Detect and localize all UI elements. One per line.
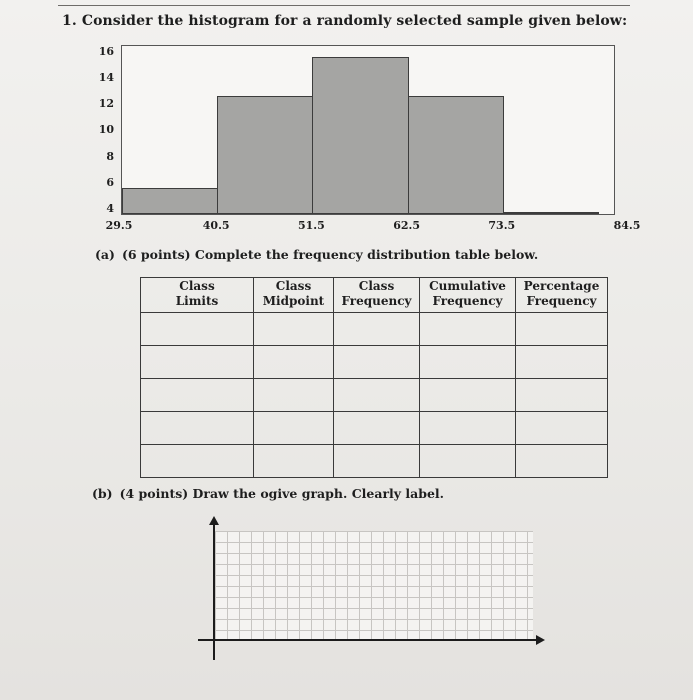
table-cell [254, 379, 334, 412]
table-cell [420, 313, 516, 346]
table-cell [420, 412, 516, 445]
table-cell [141, 445, 254, 478]
table-row [141, 379, 608, 412]
histogram-bar [217, 96, 313, 214]
table-cell [141, 379, 254, 412]
table-cell [334, 445, 420, 478]
header-line-2: Frequency [526, 294, 597, 308]
header-line-2: Frequency [341, 294, 412, 308]
header-line-1: Percentage [523, 279, 600, 293]
x-tick-label: 29.5 [105, 219, 133, 232]
table-cell [334, 346, 420, 379]
part-b-text: (4 points) Draw the ogive graph. Clearly label. [119, 486, 445, 501]
table-cell [334, 313, 420, 346]
table-cell [254, 313, 334, 346]
table-row [141, 445, 608, 478]
y-tick-label: 8 [106, 149, 114, 163]
table-cell [254, 412, 334, 445]
table-header-row [141, 278, 608, 313]
table-header-cell [254, 278, 334, 313]
y-tick-label: 6 [106, 175, 114, 189]
table-header-cell [516, 278, 608, 313]
top-rule [58, 5, 630, 6]
table-cell [516, 379, 608, 412]
table-cell [516, 445, 608, 478]
y-tick-label: 16 [98, 45, 114, 58]
x-tick-label: 51.5 [297, 219, 325, 232]
histogram-plot-area [121, 45, 615, 215]
ogive-x-axis [198, 639, 540, 641]
table-cell [141, 346, 254, 379]
histogram-bar [408, 96, 504, 214]
ogive-graph-area [198, 516, 550, 661]
header-line-1: Class [179, 279, 215, 293]
table-cell [254, 445, 334, 478]
header-line-2: Midpoint [262, 294, 325, 308]
header-line-2: Frequency [432, 294, 503, 308]
y-tick-label: 14 [98, 71, 114, 85]
histogram-bar [503, 212, 599, 214]
table-cell [516, 313, 608, 346]
histogram-bar [122, 188, 218, 214]
y-tick-label: 10 [98, 123, 114, 137]
part-b-prompt [92, 486, 444, 501]
header-line-1: Class [358, 279, 395, 293]
table-header-cell [420, 278, 516, 313]
question-number: 1. [62, 13, 77, 29]
part-a-prompt [95, 247, 538, 262]
table-cell [420, 379, 516, 412]
x-tick-label: 40.5 [202, 219, 230, 232]
part-b-label: (b) [92, 486, 113, 501]
histogram-bar [312, 57, 408, 214]
question-1 [62, 13, 627, 29]
table-row [141, 313, 608, 346]
x-tick-label: 62.5 [393, 219, 420, 232]
arrow-up-icon [209, 516, 219, 525]
x-tick-label: 84.5 [613, 219, 641, 232]
table-cell [141, 412, 254, 445]
graph-paper-grid [215, 531, 533, 641]
question-text: Consider the histogram for a randomly selected sample given below: [81, 13, 628, 29]
arrow-right-icon [536, 635, 545, 645]
table-cell [420, 346, 516, 379]
part-a-label: (a) [95, 247, 115, 262]
table-cell [516, 412, 608, 445]
part-a-text: (6 points) Complete the frequency distribution table below. [121, 247, 539, 262]
table-body [141, 313, 608, 478]
y-tick-label: 12 [98, 97, 114, 111]
table-header-cell [141, 278, 254, 313]
header-line-2: Limits [175, 294, 219, 308]
frequency-table [140, 277, 608, 478]
table-header-cell [334, 278, 420, 313]
header-line-1: Cumulative [429, 279, 506, 293]
table-cell [334, 379, 420, 412]
table-cell [254, 346, 334, 379]
table-cell [141, 313, 254, 346]
table-cell [420, 445, 516, 478]
table-row [141, 412, 608, 445]
x-tick-label: 73.5 [488, 219, 516, 232]
table-cell [516, 346, 608, 379]
table-row [141, 346, 608, 379]
header-line-1: Class [275, 279, 312, 293]
y-tick-label: 4 [106, 201, 114, 215]
table-cell [334, 412, 420, 445]
